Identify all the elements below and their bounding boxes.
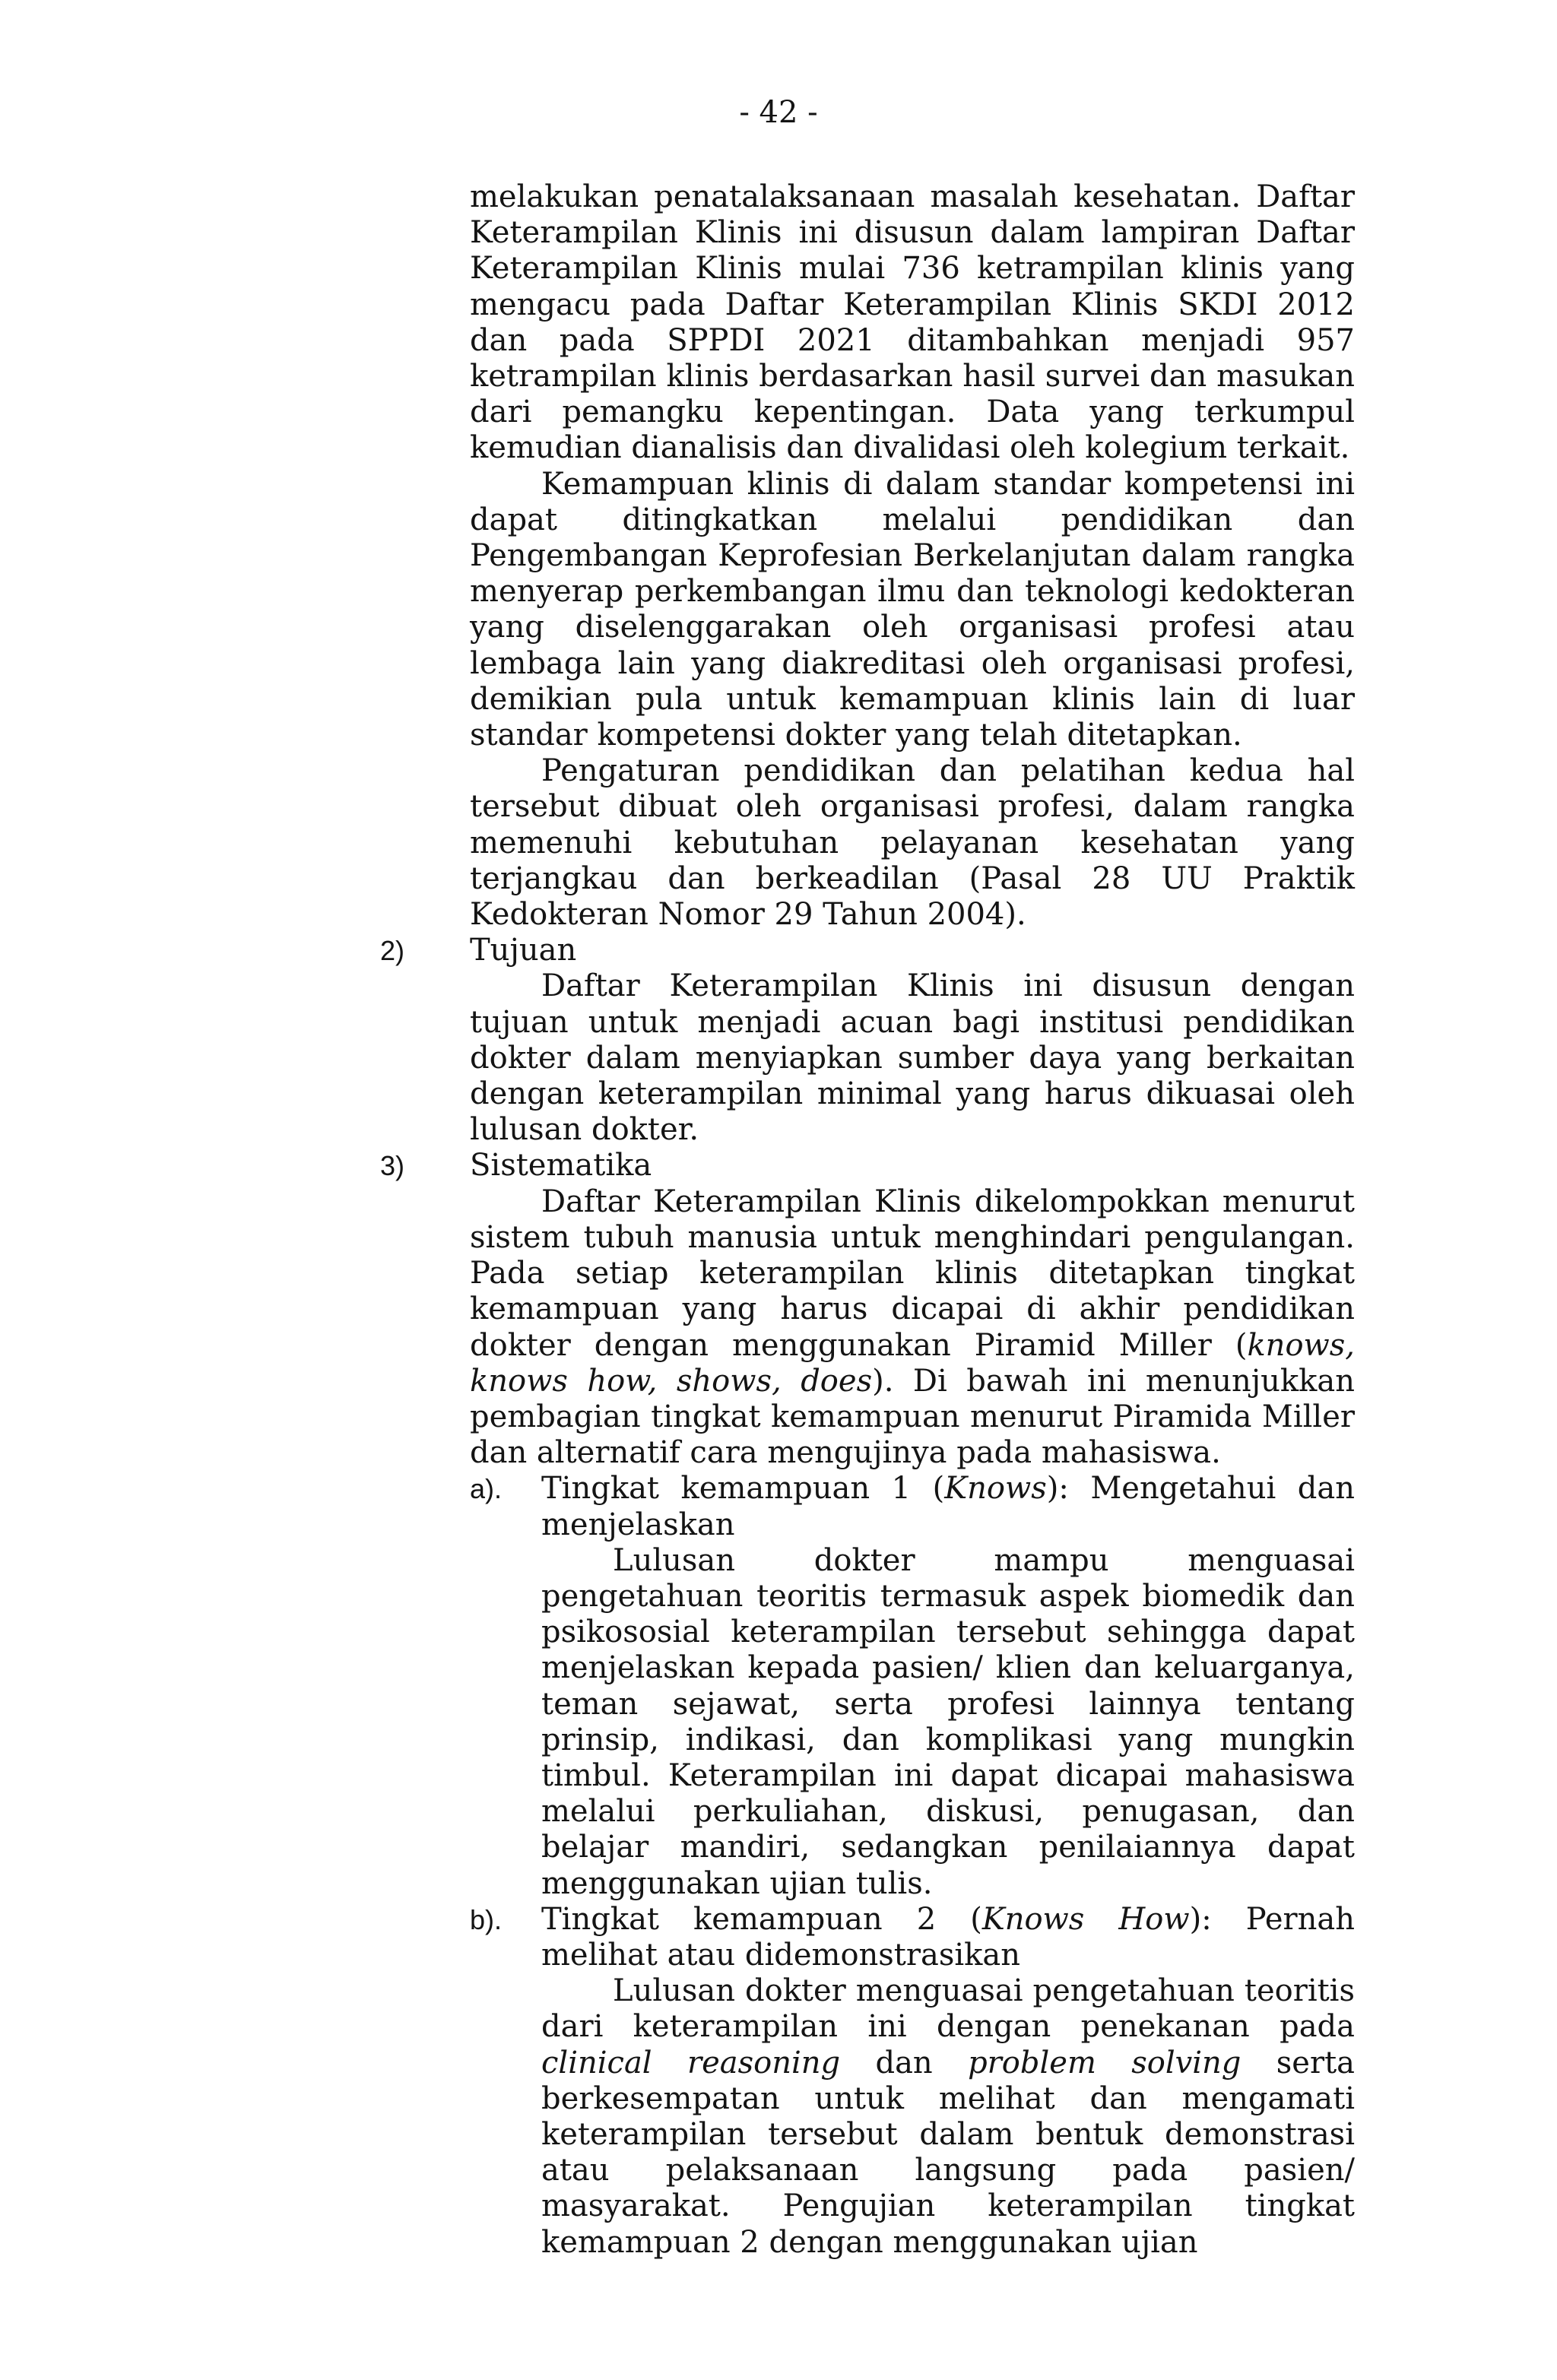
paragraph-continuation: melakukan penatalaksanaan masalah kesehatan. Daftar Keterampilan Klinis ini disusun dalam lampiran Daftar Keterampilan Klinis mulai 736 ketrampilan klinis yang mengacu pada Daftar Keterampilan Klinis SKDI 2012 dan pada SPPDI 2021 ditambahkan menjadi 957 ketrampilan klinis berdasarkan hasil survei dan masukan dari pemangku kepentingan. Data yang terkumpul kemudian dianalisis dan divalidasi oleh kolegium terkait. [470, 179, 1355, 466]
section-heading-sistematika: Sistematika [470, 1148, 652, 1184]
text-run: ): Mengetahui dan menjelaskan [541, 1471, 1355, 1542]
italic-text: clinical reasoning [541, 2045, 841, 2081]
item-heading-level-1 [541, 1471, 1355, 1542]
item-body-level-2 [541, 1973, 1355, 2261]
paragraph-regulation: Pengaturan pendidikan dan pelatihan kedua hal tersebut dibuat oleh organisasi profesi, dalam rangka memenuhi kebutuhan pelayanan kesehatan yang terjangkau dan berkeadilan (Pasal 28 UU Praktik Kedokteran Nomor 29 Tahun 2004). [470, 753, 1355, 933]
text-run: serta berkesempatan untuk melihat dan mengamati keterampilan tersebut dalam bentuk demonstrasi atau pelaksanaan langsung pada pasien/ masyarakat. Pengujian keterampilan tingkat kemampuan 2 dengan menggunakan ujian [541, 2045, 1355, 2260]
list-item-level-2 [470, 1901, 1356, 2261]
list-marker: b). [470, 1903, 503, 1935]
section-heading-tujuan: Tujuan [470, 933, 577, 968]
italic-text: knows, knows how, shows, does [470, 1327, 1355, 1399]
item-heading-level-2 [541, 1902, 1355, 1973]
italic-text: Knows How [981, 1901, 1190, 1937]
section-body-tujuan: Daftar Keterampilan Klinis ini disusun dengan tujuan untuk menjadi acuan bagi institusi pendidikan dokter dalam menyiapkan sumber daya yang berkaitan dengan keterampilan minimal yang harus dikuasai oleh lulusan dokter. [470, 968, 1355, 1148]
list-marker: 3) [380, 1150, 405, 1182]
list-marker: a). [470, 1473, 503, 1505]
list-item-level-1 [470, 1471, 1355, 1901]
section-sistematika [380, 1148, 1356, 2260]
italic-text: Knows [944, 1471, 1047, 1507]
paragraph-clinical-ability: Kemampuan klinis di dalam standar kompetensi ini dapat ditingkatkan melalui pendidikan dan Pengembangan Keprofesian Berkelanjutan dalam rangka menyerap perkembangan ilmu dan teknologi kedokteran yang diselenggarakan oleh organisasi profesi atau lembaga lain yang diakreditasi oleh organisasi profesi, demikian pula untuk kemampuan klinis lain di luar standar kompetensi dokter yang telah ditetapkan. [470, 466, 1355, 753]
text-run: Tingkat kemampuan 2 ( [541, 1901, 982, 1937]
text-run: Daftar Keterampilan Klinis dikelompokkan menurut sistem tubuh manusia untuk menghindari pengulangan. Pada setiap keterampilan klinis ditetapkan tingkat kemampuan yang harus dicapai di akhir pendidikan dokter dengan menggunakan Piramid Miller ( [470, 1184, 1355, 1363]
text-run: Lulusan dokter menguasai pengetahuan teoritis dari keterampilan ini dengan penekanan pada [541, 1973, 1355, 2045]
text-run: dan [840, 2045, 969, 2081]
text-run: ): Pernah melihat atau didemonstrasikan [541, 1901, 1356, 1973]
section-tujuan [380, 933, 1355, 1148]
document-body [380, 179, 1356, 2261]
list-marker: 2) [380, 935, 405, 967]
item-body-level-1: Lulusan dokter mampu menguasai pengetahuan teoritis termasuk aspek biomedik dan psikososial keterampilan tersebut sehingga dapat menjelaskan kepada pasien/ klien dan keluarganya, teman sejawat, serta profesi lainnya tentang prinsip, indikasi, dan komplikasi yang mungkin timbul. Keterampilan ini dapat dicapai mahasiswa melalui perkuliahan, diskusi, penugasan, dan belajar mandiri, sedangkan penilaiannya dapat menggunakan ujian tulis. [541, 1542, 1355, 1901]
page-number: - 42 - [739, 95, 818, 130]
italic-text: problem solving [968, 2045, 1241, 2081]
text-run: ). Di bawah ini menunjukkan pembagian tingkat kemampuan menurut Piramida Miller dan alternatif cara mengujinya pada mahasiswa. [470, 1363, 1356, 1471]
section-body-sistematika [470, 1184, 1355, 1472]
text-run: Tingkat kemampuan 1 ( [541, 1471, 945, 1507]
